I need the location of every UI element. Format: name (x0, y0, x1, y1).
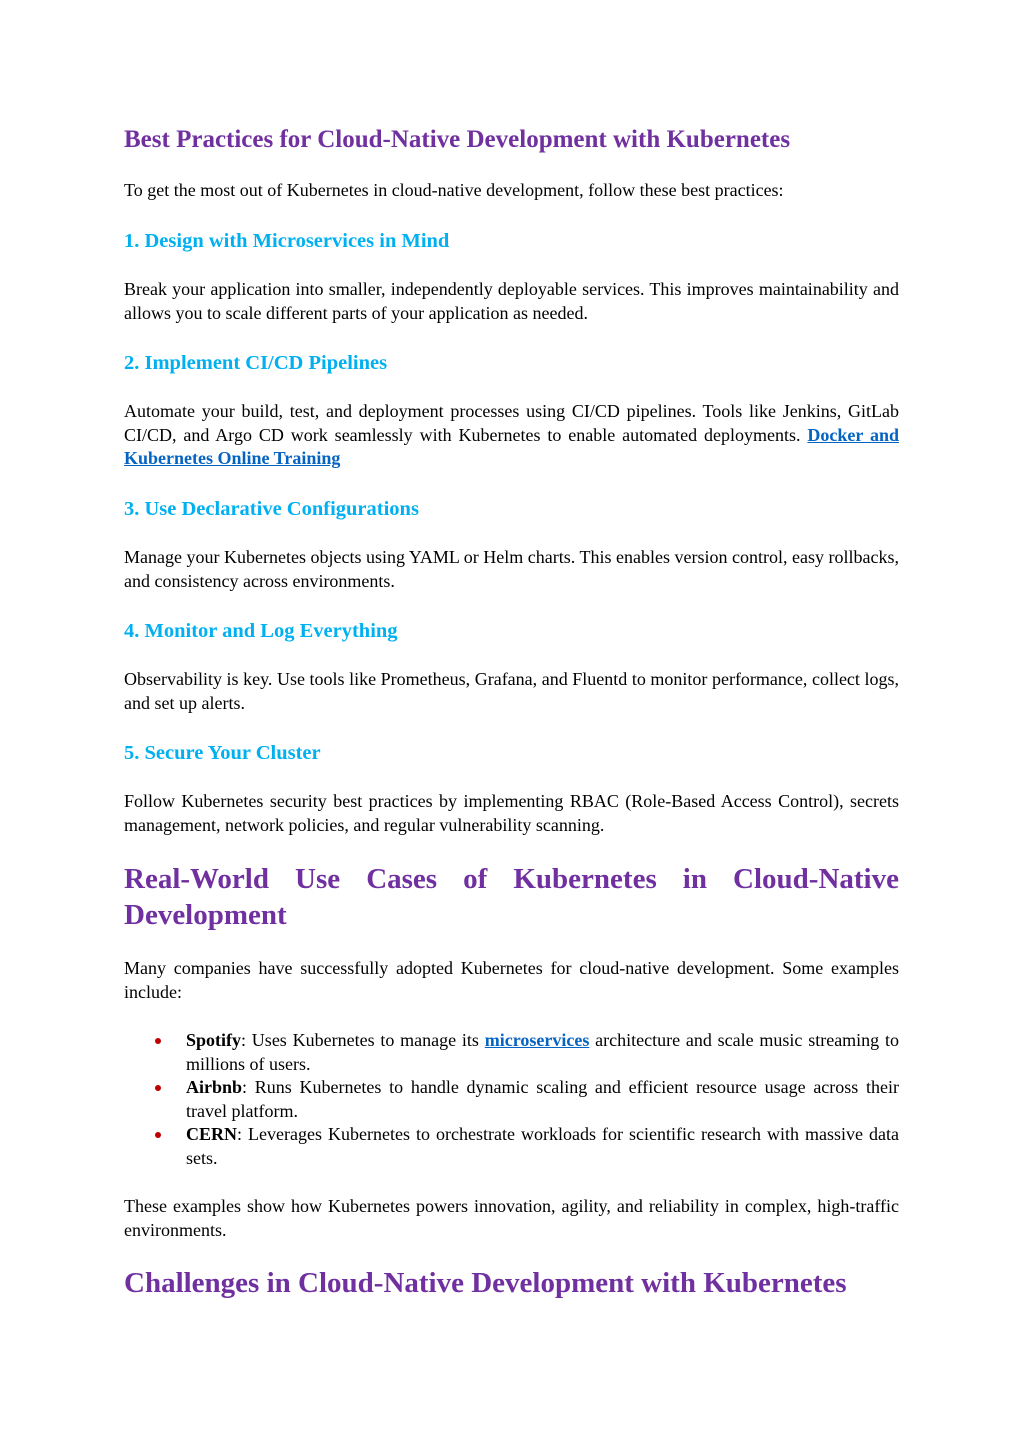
practice-text-1: Break your application into smaller, independently deployable services. This improves maintainability and allows you to scale different parts of your application as needed. (124, 279, 899, 323)
practice-heading-5: 5. Secure Your Cluster (124, 742, 321, 764)
list-item-spotify (124, 1029, 899, 1076)
company-name: Airbnb (186, 1077, 243, 1097)
practice-text-5: Follow Kubernetes security best practices by implementing RBAC (Role-Based Access Control), secrets management, network policies, and regular vulnerability scanning. (124, 791, 899, 835)
practice-text-2 (124, 400, 899, 471)
docker-kubernetes-training-link[interactable]: Docker and Kubernetes Online Training (124, 424, 899, 468)
use-cases-intro: Many companies have successfully adopted Kubernetes for cloud-native development. Some examples include: (124, 958, 899, 1002)
practice-heading-4: 4. Monitor and Log Everything (124, 620, 398, 642)
bullet-icon (155, 1132, 161, 1138)
company-name: Spotify (186, 1030, 242, 1050)
bullet-icon (155, 1038, 161, 1044)
case-text-after: architecture and scale music streaming to millions of users. (186, 1030, 899, 1074)
bullet-icon (155, 1085, 161, 1091)
company-name: CERN (186, 1124, 238, 1144)
practice-text-4: Observability is key. Use tools like Prometheus, Grafana, and Fluentd to monitor performance, collect logs, and set up alerts. (124, 669, 899, 713)
section-title-challenges: Challenges in Cloud-Native Development with Kubernetes (124, 1267, 847, 1299)
use-cases-conclusion: These examples show how Kubernetes powers innovation, agility, and reliability in complex, high-traffic environments. (124, 1196, 899, 1240)
practice-heading-3: 3. Use Declarative Configurations (124, 498, 419, 520)
case-text: : Uses Kubernetes to manage its (241, 1030, 485, 1050)
microservices-link[interactable]: microservices (484, 1030, 590, 1050)
list-item-airbnb (124, 1076, 899, 1123)
practice-text-2-body: Automate your build, test, and deployment processes using CI/CD pipelines. Tools like Jenkins, GitLab CI/CD, and Argo CD work seamlessly with Kubernetes to enable automated deployments. (124, 401, 899, 445)
practice-heading-2: 2. Implement CI/CD Pipelines (124, 352, 388, 374)
section-title-use-cases: Real-World Use Cases of Kubernetes in Cloud-Native Development (124, 863, 899, 931)
practice-text-3: Manage your Kubernetes objects using YAML or Helm charts. This enables version control, easy rollbacks, and consistency across environments. (124, 547, 899, 591)
use-case-list (124, 1029, 899, 1170)
practice-heading-1: 1. Design with Microservices in Mind (124, 230, 450, 252)
case-text: : Runs Kubernetes to handle dynamic scaling and efficient resource usage across their travel platform. (186, 1077, 899, 1121)
best-practices-intro: To get the most out of Kubernetes in cloud-native development, follow these best practices: (124, 180, 784, 200)
case-text: : Leverages Kubernetes to orchestrate workloads for scientific research with massive data sets. (186, 1124, 899, 1168)
list-item-cern (124, 1123, 899, 1170)
section-title-best-practices: Best Practices for Cloud-Native Development with Kubernetes (124, 126, 791, 153)
